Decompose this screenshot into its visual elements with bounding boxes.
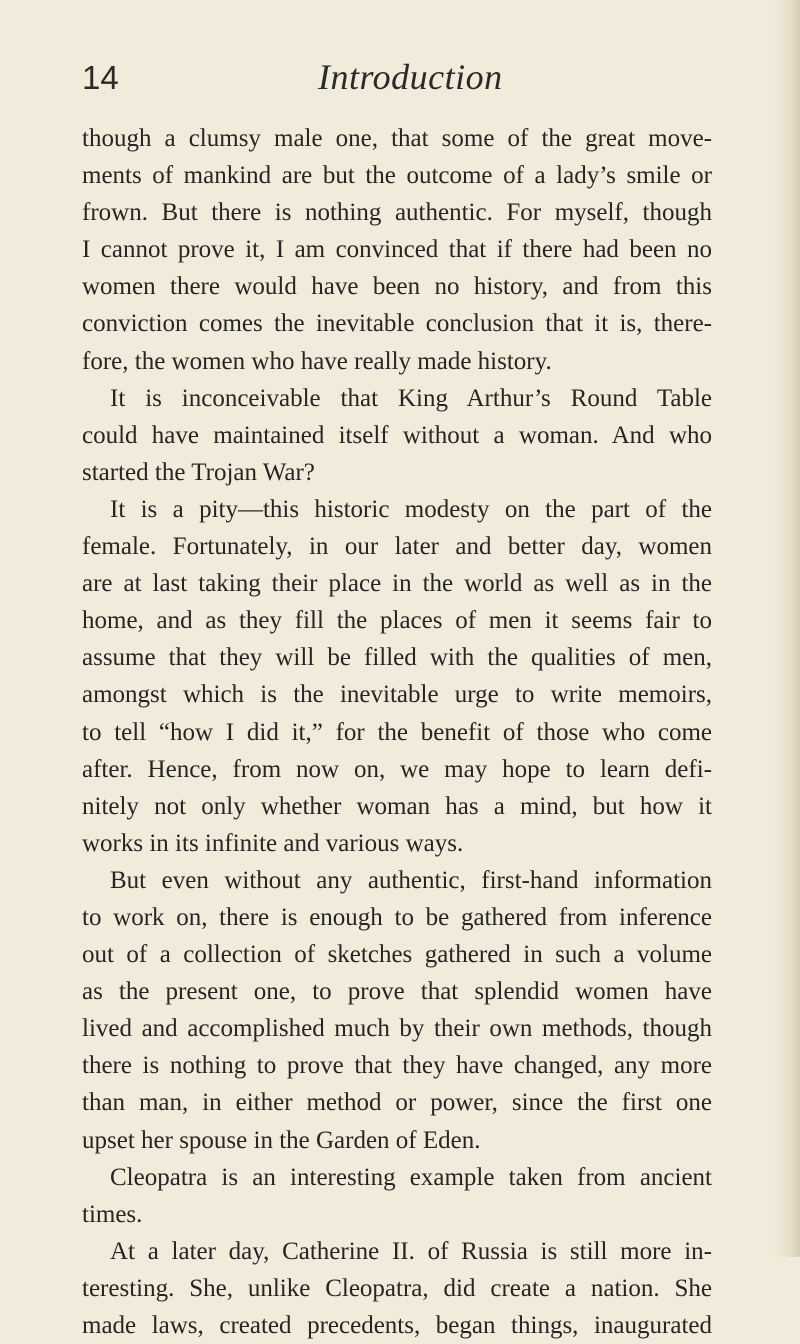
- text-line: female. Fortunately, in our later and better day, women: [82, 533, 712, 561]
- text-line: upset her spouse in the Garden of Eden.: [82, 1126, 481, 1154]
- text-line: ments of mankind are but the outcome of a lady’s smile or: [82, 162, 712, 190]
- page-number: 14: [82, 59, 119, 96]
- text-line: teresting. She, unlike Cleopatra, did create a nation. She: [82, 1274, 712, 1302]
- text-line: frown. But there is nothing authentic. For myself, though: [82, 199, 712, 227]
- text-line: assume that they will be filled with the qualities of men,: [82, 644, 712, 672]
- text-line: though a clumsy male one, that some of the great move-: [82, 125, 712, 152]
- paragraph: [82, 862, 712, 1159]
- page-edge-shadow: [774, 0, 800, 1257]
- paragraph: [82, 380, 712, 491]
- text-line: there is nothing to prove that they have changed, any more: [82, 1052, 712, 1080]
- text-line: fore, the women who have really made history.: [82, 347, 552, 375]
- text-line: out of a collection of sketches gathered in such a volume: [82, 941, 712, 969]
- text-line: started the Trojan War?: [82, 458, 315, 486]
- text-line: to tell “how I did it,” for the benefit of those who come: [82, 718, 712, 746]
- text-line: lived and accomplished much by their own methods, though: [82, 1015, 712, 1043]
- text-line: nitely not only whether woman has a mind, but how it: [82, 792, 712, 820]
- text-line: as the present one, to prove that splendid women have: [82, 978, 712, 1006]
- text-line: conviction comes the inevitable conclusion that it is, there-: [82, 310, 712, 338]
- body-text: [82, 120, 712, 1344]
- text-line: after. Hence, from now on, we may hope to learn defi-: [82, 755, 712, 783]
- text-line: Cleopatra is an interesting example taken from ancient: [110, 1163, 712, 1191]
- running-title: Introduction: [318, 57, 503, 97]
- running-head: [82, 56, 712, 116]
- text-line: amongst which is the inevitable urge to write memoirs,: [82, 681, 712, 709]
- text-line: At a later day, Catherine II. of Russia is still more in-: [110, 1237, 712, 1265]
- text-line: It is a pity—this historic modesty on the part of the: [110, 495, 712, 523]
- text-line: than man, in either method or power, since the first one: [82, 1089, 712, 1117]
- text-line: are at last taking their place in the world as well as in the: [82, 570, 712, 598]
- text-line: times.: [82, 1200, 143, 1228]
- text-line: to work on, there is enough to be gathered from inference: [82, 903, 712, 931]
- text-line: I cannot prove it, I am convinced that if there had been no: [82, 236, 712, 264]
- text-line: could have maintained itself without a woman. And who: [82, 421, 712, 449]
- text-line: home, and as they fill the places of men it seems fair to: [82, 607, 712, 635]
- text-line: women there would have been no history, and from this: [82, 273, 712, 301]
- text-line: But even without any authentic, first-hand information: [110, 866, 712, 894]
- paragraph: [82, 1233, 712, 1344]
- text-line: It is inconceivable that King Arthur’s Round Table: [110, 384, 712, 412]
- text-line: works in its infinite and various ways.: [82, 829, 464, 857]
- paragraph: [82, 491, 712, 862]
- text-line: made laws, created precedents, began things, inaugurated: [82, 1312, 712, 1339]
- paragraph: [82, 120, 712, 380]
- paragraph: [82, 1159, 712, 1233]
